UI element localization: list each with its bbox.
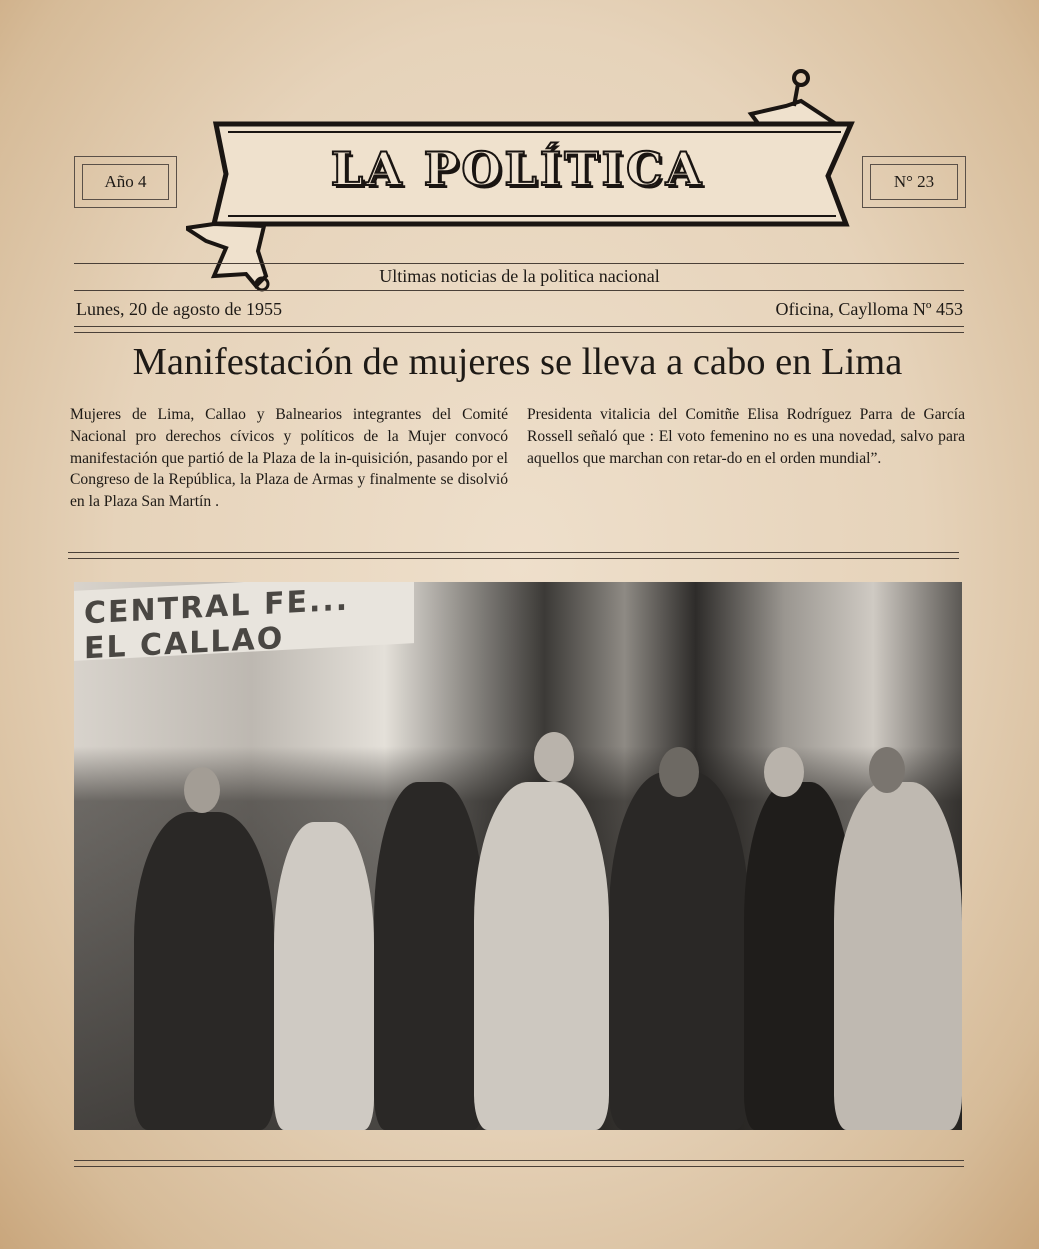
divider [74,1160,964,1161]
year-box [74,156,177,208]
article-column-1: Mujeres de Lima, Callao y Balnearios integrantes del Comité Nacional pro derechos cívicos y políticos de la Mujer convocó manifestación que partió de la Plaza de la in-quisición, pasando por el Congreso de la República, la Plaza de Armas y finalmente se disolvió en la Plaza San Martín . [70,406,508,511]
issue-date: Lunes, 20 de agosto de 1955 [76,299,282,319]
year-label: Año 4 [82,164,169,200]
divider [74,263,964,264]
divider [74,290,964,291]
issue-label: N° 23 [870,164,958,200]
divider [74,1166,964,1167]
masthead-title: LA POLÍTICA [330,142,705,196]
divider [74,326,964,327]
issue-box [862,156,966,208]
divider [68,552,959,553]
article-photo [74,582,962,1130]
article-headline: Manifestación de mujeres se lleva a cabo en Lima [132,341,903,383]
divider [68,558,959,559]
article-column-2: Presidenta vitalicia del Comitñe Elisa Rodríguez Parra de García Rossell señaló que : El voto femenino no es una novedad, salvo para aquellos que marchan con retar-do en el orden mundial”. [527,406,965,467]
divider [74,332,964,333]
office-address: Oficina, Caylloma Nº 453 [775,299,963,319]
tagline: Ultimas noticias de la politica nacional [379,266,660,286]
photo-banner: CENTRAL FE... EL CALLAO [74,582,414,661]
